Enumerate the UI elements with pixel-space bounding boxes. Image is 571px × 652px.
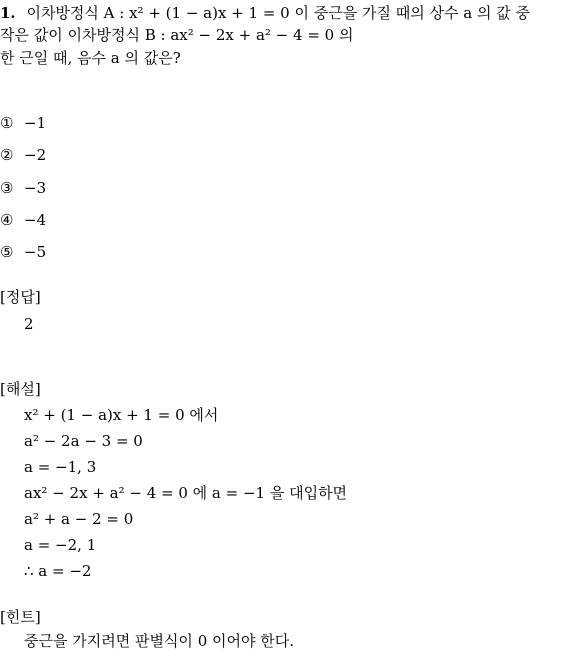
question-line-3: 한 근일 때, 음수 a 의 값은? <box>0 49 181 67</box>
question-line-2: 작은 값이 이차방정식 B : ax² − 2x + a² − 4 = 0 의 <box>0 26 354 44</box>
choice-4[interactable] <box>0 209 46 231</box>
question-number: 1. <box>0 4 16 22</box>
choice-3-value: −3 <box>24 179 47 197</box>
choice-5[interactable] <box>0 241 46 263</box>
choice-4-value: −4 <box>24 211 47 229</box>
choice-2-marker: ② <box>0 146 14 164</box>
choice-5-value: −5 <box>24 243 47 261</box>
choice-4-marker: ④ <box>0 211 14 229</box>
choice-3-marker: ③ <box>0 179 14 197</box>
explanation-label: [해설] <box>0 380 41 398</box>
explanation-line-3: a = −1, 3 <box>24 458 97 476</box>
explanation-line-4: ax² − 2x + a² − 4 = 0 에 a = −1 을 대입하면 <box>24 484 348 502</box>
explanation-line-7: ∴ a = −2 <box>24 562 92 580</box>
hint-text: 중근을 가지려면 판별식이 0 이어야 한다. <box>24 632 294 650</box>
question-line-1 <box>0 2 530 24</box>
choice-2[interactable] <box>0 144 46 166</box>
explanation-line-6: a = −2, 1 <box>24 536 97 554</box>
answer-label: [정답] <box>0 288 41 306</box>
explanation-line-1: x² + (1 − a)x + 1 = 0 에서 <box>24 406 219 424</box>
question-text-1: 이차방정식 A : x² + (1 − a)x + 1 = 0 이 중근을 가질 때의 상수 a 의 값 중 <box>26 4 530 22</box>
choice-1-marker: ① <box>0 114 14 132</box>
explanation-line-2: a² − 2a − 3 = 0 <box>24 432 143 450</box>
hint-label: [힌트] <box>0 608 41 626</box>
choice-5-marker: ⑤ <box>0 243 14 261</box>
choice-1-value: −1 <box>24 114 47 132</box>
choice-2-value: −2 <box>24 146 47 164</box>
answer-value: 2 <box>24 315 34 333</box>
choice-3[interactable] <box>0 177 46 199</box>
choice-1[interactable] <box>0 112 46 134</box>
explanation-line-5: a² + a − 2 = 0 <box>24 510 134 528</box>
